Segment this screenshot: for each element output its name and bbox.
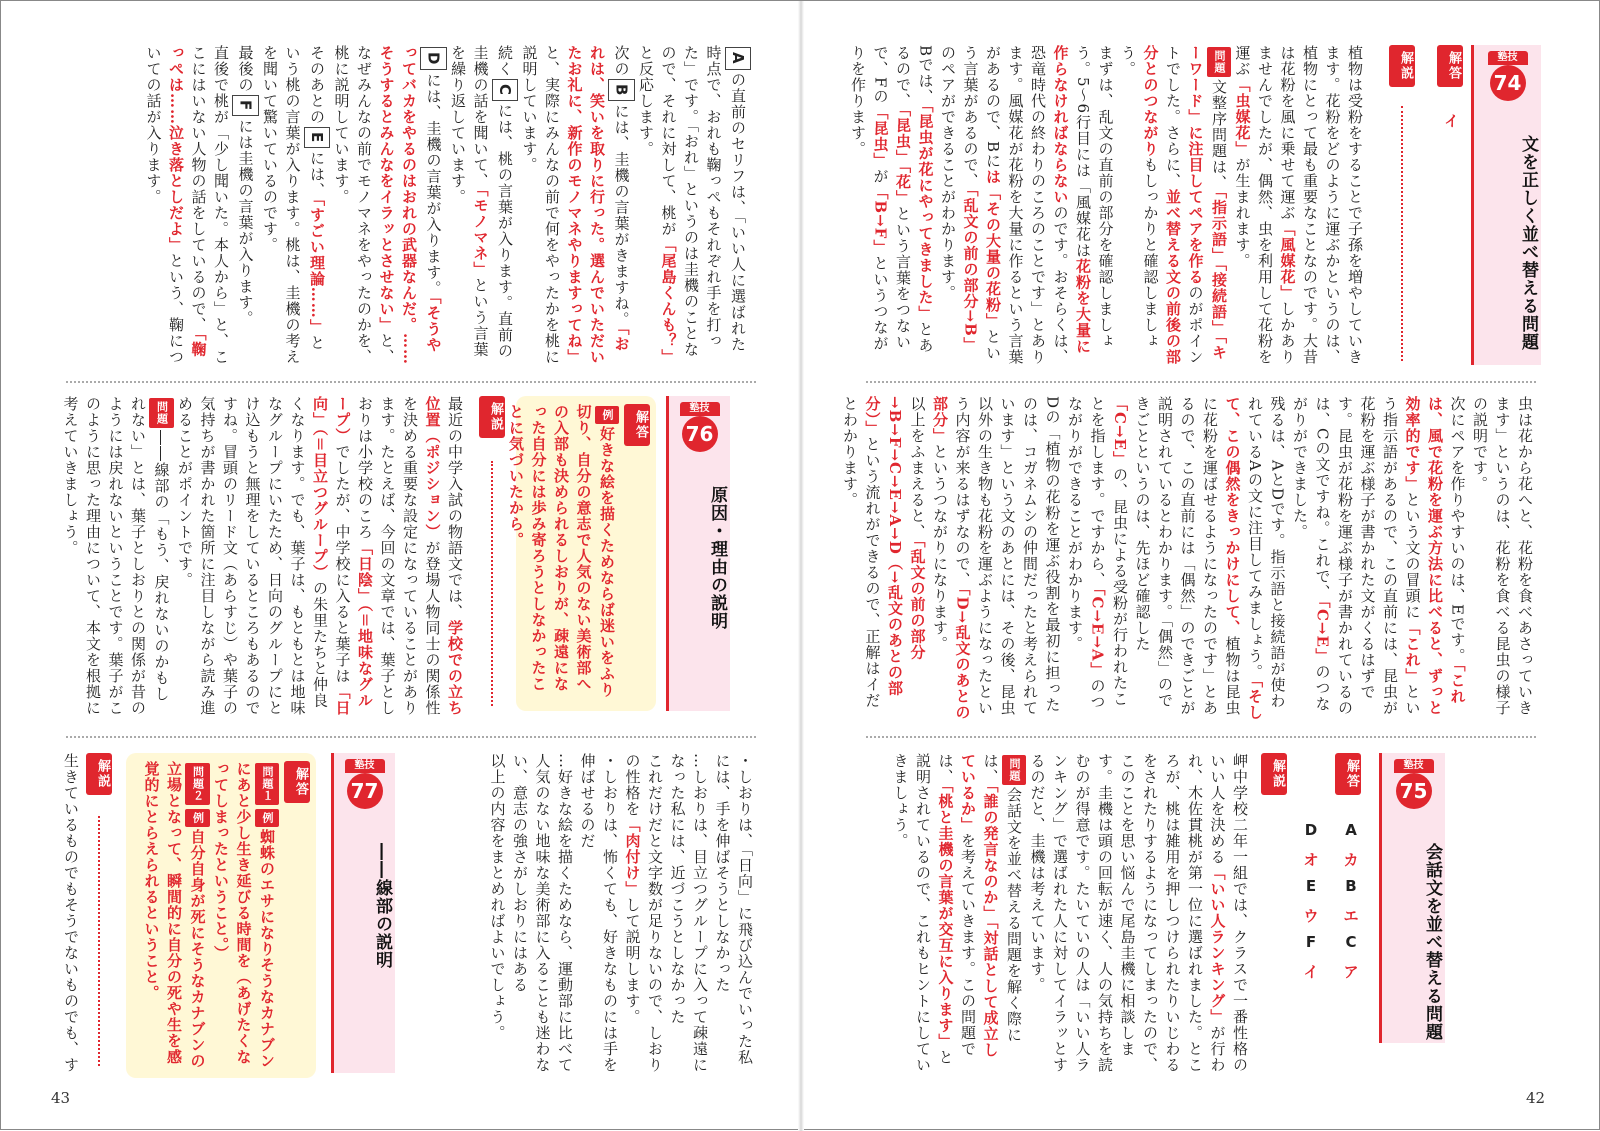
- left-divider-1: [66, 381, 756, 383]
- s77-answer-text: [134, 761, 279, 1071]
- s75-para2: 問題会話文を並べ替える問題を解く際には、「誰の発言なのか」「対話として成立しているか」を考えていきます。この問題では、「桃と圭機の言葉が交互に入ります」と説明されているので、これもヒントにしていきましょう。: [889, 753, 1026, 1073]
- s74-para3: まずは、乱文の直前の部分を確認しましょう。5〜6行目には「風媒花は花粉を大量に作らなければならないのです。おそらくは、恐竜時代の終わりのころのことです」とあります。風媒花が花粉を大量に作るという言葉があるので、Bには「その大量の花粉」という言葉があるので、「乱文の前の部分→B」のペアができることがわかります。: [939, 45, 1115, 365]
- s75-para8: 最後のFには圭機の言葉が入ります。: [232, 45, 259, 365]
- s74-cont-p5: 以上をふまえると、「乱文の前の部分→B→F→C→E→A→D（→乱文のあとの部分）」という流れができるので、正解はイだとわかります。: [841, 396, 927, 709]
- s75-answer-grid: [1301, 821, 1361, 989]
- jukugi-label: 塾技: [1394, 759, 1434, 773]
- s75-para1: 岬中学校二年一組では、クラスで一番性格のいい人を決める「いい人ランキング」が行われ、木佐貫桃が第一位に選ばれました。ところが、桃は雑用を押しつけられたりいじわるをされたりするようになってしまったので、このことを思い悩んで尾島圭機に相談します。圭機は頭の回転が速く、人の気持ちを読むのが得意です。たいていの人は「いい人ランキング」で選ばれた人に対してイラッとするのだと、圭機は考えています。: [1028, 753, 1249, 1073]
- s76-para3: ・しおりは、「日向」に飛び込んでいった私には、手を伸ばそうとしなかった: [713, 753, 754, 1066]
- s74-para1: 植物は受粉をすることで子孫を増やしていきます。花粉をどのように運ぶかというのは、植物にとって最も重要なことなのです。大昔は花粉を風に乗せて運ぶ「風媒花」しかありませんでしたが、偶然、虫を利用して花粉を運ぶ「虫媒花」が生まれます。: [1233, 45, 1364, 365]
- s76-para7: …好きな絵を描くためなら、運動部に比べて人気のない地味な美術部に入ることも迷わない、意志の強さがしおりにはある: [511, 753, 574, 1073]
- s75-para6: Dには、圭機の言葉が入ります。「そうやってバカをやるのはおれの武器なんだ。……そうするとみんなをイラッとさせない」と、なぜみんなの前でモノマネをやったのかを、桃に説明しています。: [330, 45, 447, 365]
- s75-answer-value: カ: [1343, 851, 1359, 869]
- s75-para9: 直後で桃が「少し聞いた。本人から」と、ここにはいない人物の話をしているので、「鞠っぺは……泣き落としだよ」という、鞠についての話が入ります。: [144, 45, 230, 365]
- s74-cont-p2: 次にペアを作りやすいのは、Eです。「これは、風で花粉を運ぶ方法に比べると、ずっと効率的です」という文の冒頭に「これ」という指示語があるので、この直前には、昆虫が花粉を運ぶ様子が書かれた文がくるはずです。昆虫が花粉を運ぶ様子が書かれているのは、Cの文ですね。これで、「C→E」のつながりができました。: [1291, 396, 1467, 716]
- s75-para5: 続くCには、桃の言葉が入ります。直前の圭機の話を聞いて、「モノマネ」という言葉を繰り返しています。: [447, 45, 519, 365]
- s75-answer-value: オ: [1303, 851, 1319, 869]
- s77-kaitou-tab: 解答: [284, 761, 310, 803]
- section-77-header: [331, 753, 395, 1073]
- s75-body-right: [866, 753, 1251, 1073]
- s77-body: 生きているものでもそうでないものでも、す: [62, 753, 80, 1073]
- book-gutter: [798, 1, 804, 1131]
- s76-kaisetsu-rule: [491, 461, 493, 706]
- s76-para2: 問題――線部の「もう、戻れないのかもしれない」とは、葉子としおりとの関係が昔のようには戻れないということです。葉子がこのように思った理由について、本文を根拠に考えていきましょう。: [59, 396, 174, 716]
- right-divider-1: [866, 381, 1536, 383]
- s75-para4: 次のBには、圭機の言葉がきますね。「おれは、笑いを取りに行った。選んでいただいたお礼に、新作のモノマネやりますってね」と、実際にみんなの前で何をやったかを桃に説明しています。: [518, 45, 635, 365]
- s75-answer-key: F: [1305, 933, 1317, 951]
- s77-kaisetsu-rule: [98, 816, 100, 1066]
- s75-para3: Aの直前のセリフは、「いい人に選ばれた時点で、おれも鞠っぺもそれぞれ手を打った」です。「おれ」というのは圭機のことなので、それに対して、桃が「尾島くんも？」と反応します。: [635, 45, 752, 365]
- s75-kaisetsu-tab: 解説: [1261, 753, 1287, 795]
- section-76-title: 原因・理由の説明: [707, 486, 727, 630]
- s74-cont-p4: Dの「植物の花粉を運ぶ役割を最初に担ったのは、コガネムシの仲間だったと考えられています」という文のあとには、その後、昆虫以外の生き物も花粉を運ぶようになったという内容が来るはずなので、「D→乱文のあとの部分」というつながりになります。: [931, 396, 1062, 721]
- s76-para4: …しおりは、目立つグループに入って疎遠になった私には、近づこうとしなかった: [668, 753, 709, 1073]
- jukugi-label: 塾技: [1488, 51, 1528, 65]
- s77-kaisetsu-tab: 解説: [86, 753, 112, 795]
- s76-answer-box: [507, 396, 656, 711]
- s74-body: [849, 45, 1366, 365]
- section-75-number: 75: [1396, 773, 1432, 809]
- s74-kaitou-tab: 解答: [1437, 45, 1463, 87]
- s75-para7: そのあとのEには、「すごい理論……」という桃の言葉が入ります。桃は、圭機の考えを聞いて驚いているのです。: [259, 45, 331, 365]
- section-74-number: 74: [1490, 65, 1526, 101]
- page-number-left: 43: [51, 1089, 71, 1107]
- s75-answer-key: A: [1345, 821, 1357, 839]
- s75-answer-key: E: [1305, 877, 1317, 895]
- s77-answer-2: 問題２例自分自身が死にそうなカナブンの立場となって、瞬間的に自分の死や生を感覚的にとらえられるということ。: [140, 761, 210, 1071]
- section-76-header: [666, 396, 730, 711]
- s74-answer: イ: [1442, 113, 1460, 128]
- section-74-title: 文を正しく並べ替える問題: [1518, 135, 1538, 351]
- s76-para8: 以上の内容をまとめればよいでしょう。: [488, 753, 507, 1041]
- s76-kaisetsu-tab: 解説: [479, 396, 505, 438]
- jukugi-label: 塾技: [345, 759, 385, 773]
- section-74-header: [1471, 45, 1541, 365]
- s77-answer-box: [126, 753, 316, 1078]
- s75-body-left: [131, 45, 751, 365]
- section-77-badge: [345, 759, 385, 809]
- page-number-right: 42: [1526, 1089, 1546, 1107]
- s74-kaisetsu-tab: 解説: [1389, 45, 1415, 87]
- section-76-number: 76: [682, 416, 718, 452]
- section-77-number: 77: [347, 773, 383, 809]
- s77-answer-1: 問題１例蜘蛛のエサになりそうなカナブンにあと少し生き延びる時間を（あげたくなってしまったということ。）: [210, 761, 280, 1071]
- s76-body-cont: [411, 753, 756, 1073]
- section-76-badge: [680, 402, 720, 452]
- section-74-badge: [1488, 51, 1528, 101]
- s76-para5: これだけだと文字数が足りないので、しおりの性格を「肉付け」して説明します。: [623, 753, 664, 1073]
- s76-kaitou-tab: 解答: [624, 404, 650, 446]
- s75-answer-key: D: [1304, 821, 1318, 839]
- left-divider-2: [66, 736, 756, 738]
- s75-answer-key: C: [1345, 933, 1357, 951]
- s76-para1: 最近の中学入試の物語文では、学校での立ち位置（ポジション）が登場人物同士の関係性を決める重要な設定になっていることがあります。たとえば、今回の文章では、葉子としおりは小学校のころ「日陰」（＝地味なグループ）でしたが、中学校に入ると葉子は「日向」（＝目立つグループ）の朱里たちと仲良くなります。でも、葉子は、もともとは地味なグループにいたため、日向のグループにとけ込もうと無理をしているところもあるのですね。冒頭のリード文（あらすじ）や葉子の気持ちが書かれた箇所に注目しながら読み進めることがポイントです。: [176, 396, 464, 716]
- s75-answer-value: ア: [1343, 963, 1359, 981]
- s74-end-column: [1441, 753, 1541, 1073]
- right-divider-2: [866, 736, 1536, 738]
- section-77-title: ――線部の説明: [372, 843, 392, 969]
- s75-answer-value: エ: [1343, 907, 1359, 925]
- section-75-header: [1379, 753, 1445, 1043]
- s76-answer-text: 例好きな絵を描くためならば迷いをふり切り、自分の意志で人気のない美術部への入部も決められるしおりが、疎遠になった自分には歩み寄ろうとしなかったことに気づいたから。: [524, 404, 619, 704]
- s74-para2: 問題文整序問題は、「指示語」「接続語」「キーワード」に注目してペアを作るのがポイントでした。さらに、並べ替える文の前後の部分とのつながりもしっかりと確認しましょう。: [1117, 45, 1232, 365]
- section-75-badge: [1394, 759, 1434, 809]
- s75-answer-key: B: [1345, 877, 1357, 895]
- s76-body: [61, 396, 466, 716]
- s74-para4: Bでは、「昆虫が花にやってきました」とあるので、「昆虫」「花」という言葉をつないで、Fの「昆虫」が「B→F」というつながりを作ります。: [849, 45, 935, 354]
- section-75-title: 会話文を並べ替える問題: [1422, 843, 1442, 1041]
- s75-answer-value: ウ: [1303, 907, 1319, 925]
- s75-answer-value: イ: [1303, 963, 1319, 981]
- s74-continuation: [841, 396, 1536, 721]
- s74-cont-p1: 虫は花から花へと、花粉を食べあさっていきます」というのは、花粉を食べる昆虫の様子の説明です。: [1471, 396, 1534, 716]
- s76-para6: ・しおりは、怖くても、好きなものには手を伸ばせるのだ: [578, 753, 619, 1073]
- s74-cont-p3: 残るは、AとDです。指示語と接続語が使われているAの文に注目してみましょう。「そして、この偶然をきっかけにして、植物は昆虫に花粉を運ばせるようになったのです」とあるので、この直前には「偶然」のできごとが説明されているとわかります。「偶然」のできごとというのは、先ほど確認した「C→E」の、昆虫による受粉が行われたことを指します。ですから、「C→E→A」のつながりができることがわかります。: [1066, 396, 1287, 721]
- jukugi-label: 塾技: [680, 402, 720, 416]
- s74-kaisetsu-rule: [1401, 106, 1403, 361]
- s75-kaitou-tab: 解答: [1335, 753, 1361, 795]
